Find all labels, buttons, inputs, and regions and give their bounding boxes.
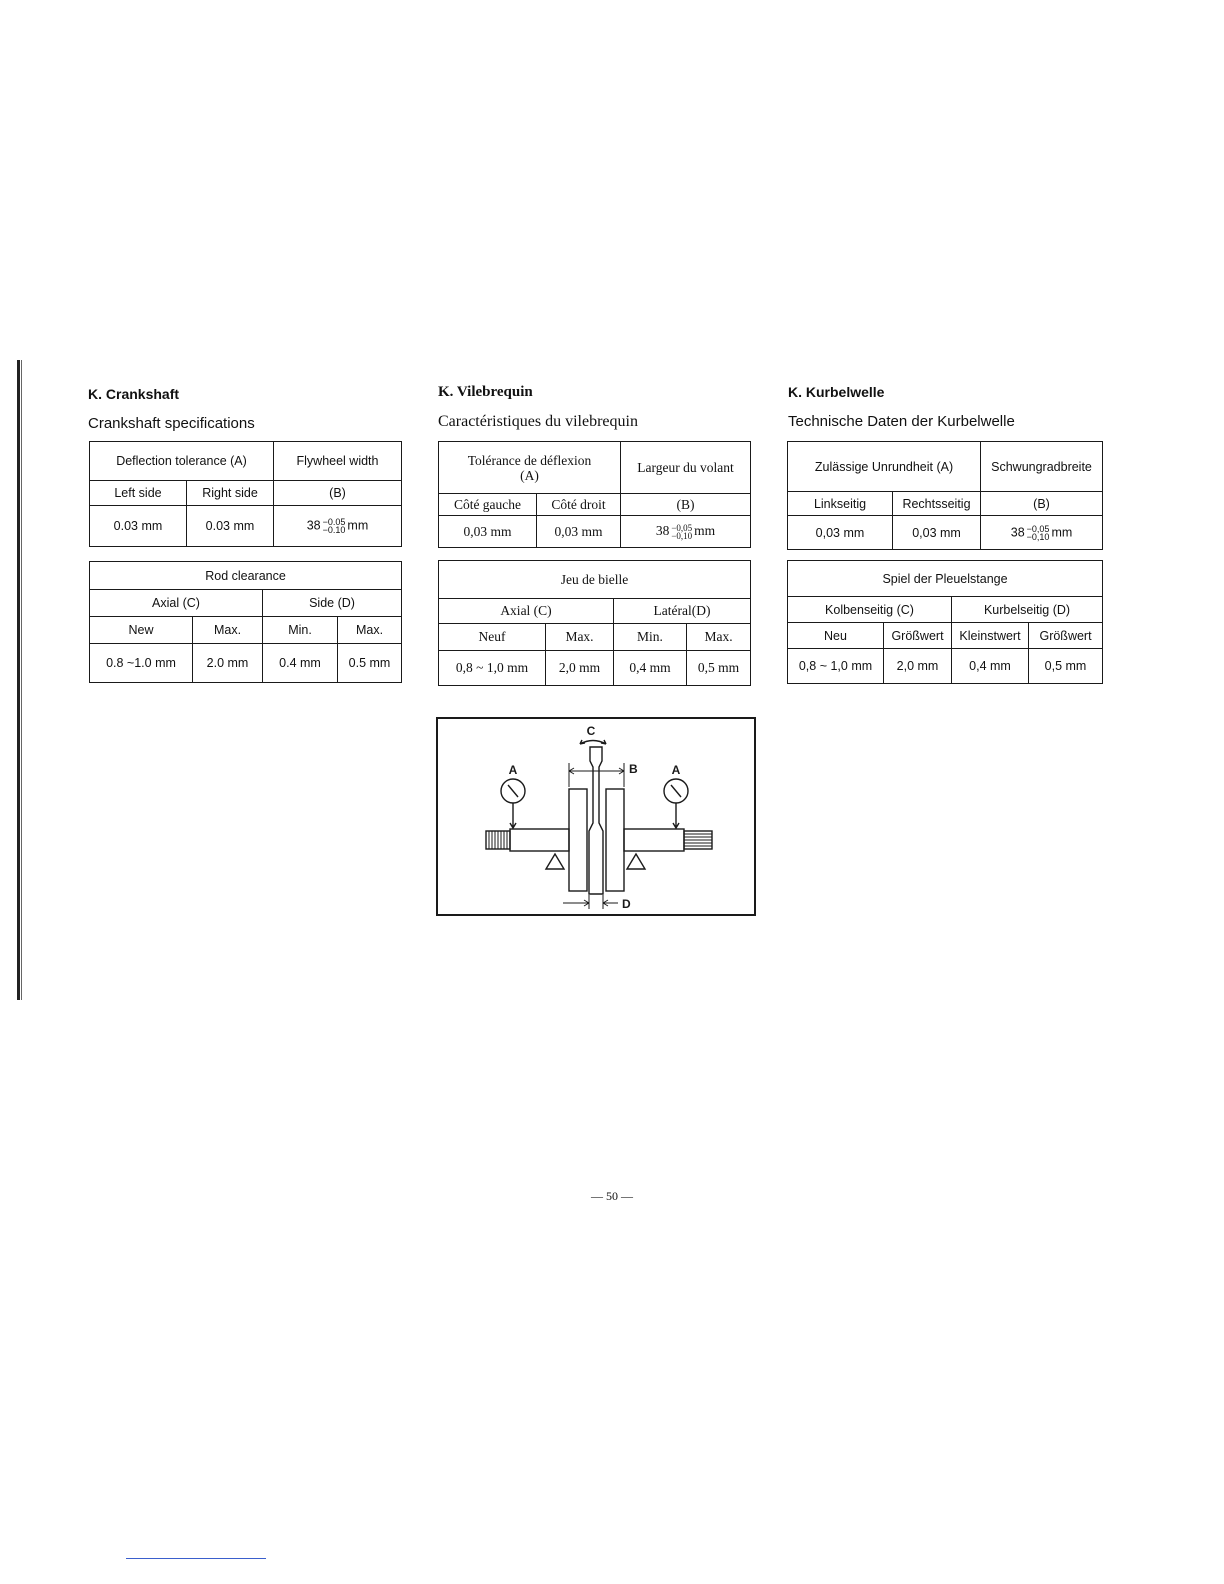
deflection-tolerance-header <box>439 442 621 494</box>
rod-clearance-title: Rod clearance <box>90 562 402 590</box>
right-support <box>627 854 645 869</box>
max-value: 0,5 mm <box>687 651 751 686</box>
tolerance-lower: −0.10 <box>322 525 346 535</box>
left-flywheel <box>569 789 587 891</box>
right-side-value: 0.03 mm <box>187 506 274 547</box>
tolerance-upper: −0,05 <box>1026 523 1050 534</box>
max-value: 0,5 mm <box>1029 649 1103 684</box>
side-header: Side (D) <box>263 590 402 617</box>
width-base: 38 <box>306 518 321 533</box>
new-header: Neuf <box>439 624 546 651</box>
right-side-header: Rechtsseitig <box>893 492 981 516</box>
new-value: 0.8 ~1.0 mm <box>90 644 193 683</box>
bottom-rule <box>126 1558 266 1559</box>
d-dimension-line <box>563 895 618 909</box>
right-side-header: Right side <box>187 481 274 506</box>
binding-edge <box>17 360 20 1000</box>
new-header: New <box>90 617 193 644</box>
axial-header: Axial (C) <box>439 599 614 624</box>
left-side-header: Linkseitig <box>788 492 893 516</box>
left-side-value: 0,03 mm <box>439 516 537 548</box>
max-value: 0.5 mm <box>338 644 402 683</box>
tolerance-lower: −0,10 <box>1026 531 1050 542</box>
rod-clearance-table <box>787 560 1103 684</box>
label-a-right: A <box>671 763 681 777</box>
binding-edge-shadow <box>21 360 22 1000</box>
left-gauge-stem <box>510 803 516 828</box>
min-header: Min. <box>263 617 338 644</box>
rod-clearance-title: Spiel der Pleuelstange <box>788 561 1103 597</box>
width-tolerance <box>1027 525 1050 541</box>
max-header: Größwert <box>1029 623 1103 649</box>
b-dimension-line <box>569 763 624 787</box>
label-d: D <box>622 897 631 911</box>
max-header: Max. <box>687 624 751 651</box>
deflection-tolerance-sub: (A) <box>520 467 539 483</box>
flywheel-width-header: Flywheel width <box>274 442 402 481</box>
section-heading: K. Crankshaft <box>88 386 180 402</box>
side-header: Kurbelseitig (D) <box>952 597 1103 623</box>
right-side-value: 0,03 mm <box>893 516 981 550</box>
tolerance-upper: −0,05 <box>671 522 693 533</box>
b-label: (B) <box>621 494 751 516</box>
left-side-header: Côté gauche <box>439 494 537 516</box>
left-side-header: Left side <box>90 481 187 506</box>
new-header: Neu <box>788 623 884 649</box>
left-spline-teeth <box>489 831 507 849</box>
left-support <box>546 854 564 869</box>
label-c: C <box>586 724 596 738</box>
section-heading: K. Kurbelwelle <box>788 384 885 400</box>
max-header: Max. <box>338 617 402 644</box>
label-a-left: A <box>508 763 518 777</box>
section-subheading: Caractéristiques du vilebrequin <box>438 413 638 430</box>
right-dial-needle <box>671 785 681 797</box>
axial-header: Axial (C) <box>90 590 263 617</box>
min-value: 0,4 mm <box>952 649 1029 684</box>
new-value: 0,8 ~ 1,0 mm <box>439 651 546 686</box>
b-label: (B) <box>981 492 1103 516</box>
left-side-value: 0.03 mm <box>90 506 187 547</box>
flywheel-width-value <box>981 516 1103 550</box>
right-spline-teeth <box>684 834 712 846</box>
left-dial-needle <box>508 785 518 797</box>
left-side-value: 0,03 mm <box>788 516 893 550</box>
tolerance-lower: −0,10 <box>671 530 693 541</box>
new-value: 0,8 ~ 1,0 mm <box>788 649 884 684</box>
crankshaft-diagram <box>436 717 756 916</box>
max-value: 2,0 mm <box>546 651 614 686</box>
connecting-rod <box>589 747 603 894</box>
max-header: Max. <box>546 624 614 651</box>
rod-clearance-table <box>438 560 751 686</box>
side-header: Latéral(D) <box>614 599 751 624</box>
max-header: Max. <box>193 617 263 644</box>
deflection-flywheel-table <box>787 441 1103 550</box>
section-heading: K. Vilebrequin <box>438 384 533 400</box>
rod-clearance-title: Jeu de bielle <box>439 561 751 599</box>
flywheel-width-value <box>621 516 751 548</box>
tolerance-upper: −0.05 <box>322 517 346 527</box>
min-value: 0,4 mm <box>614 651 687 686</box>
deflection-flywheel-table <box>438 441 751 548</box>
right-gauge-stem <box>673 803 679 828</box>
flywheel-width-value <box>274 506 402 547</box>
left-shaft <box>510 829 569 851</box>
crankshaft-drawing <box>438 719 754 914</box>
width-tolerance <box>671 524 692 540</box>
deflection-tolerance-title: Tolérance de déflexion <box>467 452 592 468</box>
flywheel-width-header: Largeur du volant <box>621 442 751 494</box>
flywheel-width-header: Schwungradbreite <box>981 442 1103 492</box>
deflection-tolerance-header: Zulässige Unrundheit (A) <box>788 442 981 492</box>
axial-header: Kolbenseitig (C) <box>788 597 952 623</box>
width-unit: mm <box>694 523 716 539</box>
width-base: 38 <box>655 523 670 539</box>
width-tolerance <box>323 518 346 534</box>
min-header: Min. <box>614 624 687 651</box>
width-unit: mm <box>1051 524 1073 539</box>
right-shaft <box>624 829 684 851</box>
section-subheading: Crankshaft specifications <box>88 415 255 432</box>
max-value: 2.0 mm <box>193 644 263 683</box>
min-value: 0.4 mm <box>263 644 338 683</box>
section-subheading: Technische Daten der Kurbelwelle <box>788 413 1015 430</box>
max-header: Größwert <box>884 623 952 649</box>
deflection-tolerance-header: Deflection tolerance (A) <box>90 442 274 481</box>
right-flywheel <box>606 789 624 891</box>
rod-clearance-table <box>89 561 402 683</box>
deflection-flywheel-table <box>89 441 402 547</box>
width-unit: mm <box>347 518 369 533</box>
max-value: 2,0 mm <box>884 649 952 684</box>
width-base: 38 <box>1010 524 1025 539</box>
right-side-value: 0,03 mm <box>537 516 621 548</box>
min-header: Kleinstwert <box>952 623 1029 649</box>
right-side-header: Côté droit <box>537 494 621 516</box>
page-number: — 50 — <box>591 1189 633 1203</box>
label-b: B <box>629 762 638 776</box>
b-label: (B) <box>274 481 402 506</box>
